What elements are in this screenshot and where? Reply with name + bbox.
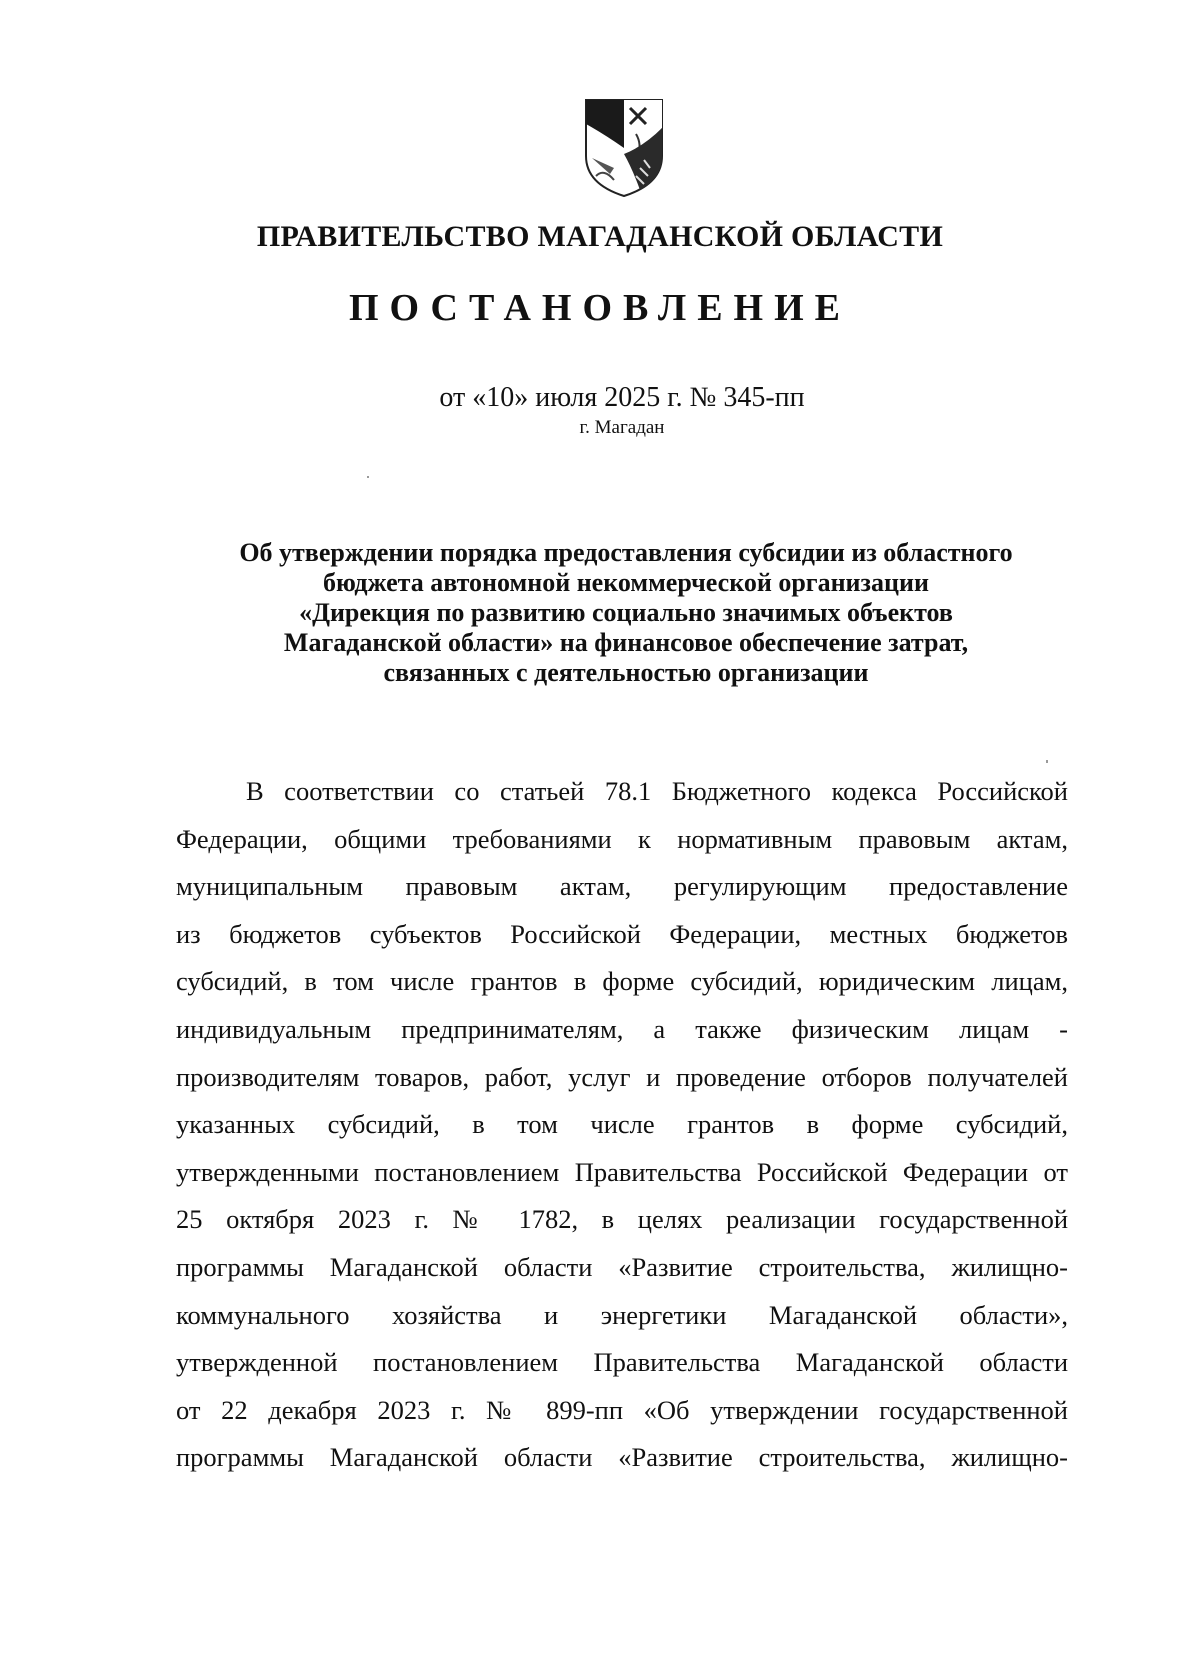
document-title — [196, 538, 1056, 688]
document-type-heading: ПОСТАНОВЛЕНИЕ — [348, 287, 852, 329]
body-line: индивидуальным предпринимателям, а также физическим лицам - — [176, 1013, 1068, 1044]
body-paragraph — [176, 768, 1068, 1482]
body-line: субсидий, в том числе грантов в форме субсидий, юридическим лицам, — [176, 966, 1068, 997]
body-line: от 22 декабря 2023 г. № 899-пп «Об утверждении государственной — [176, 1394, 1068, 1425]
title-line: «Дирекция по развитию социально значимых объектов — [299, 598, 953, 627]
government-heading: ПРАВИТЕЛЬСТВО МАГАДАНСКОЙ ОБЛАСТИ — [256, 220, 944, 253]
body-line: 25 октября 2023 г. № 1782, в целях реализации государственной — [176, 1204, 1068, 1235]
scan-speck — [367, 476, 369, 478]
body-line: указанных субсидий, в том числе грантов в форме субсидий, — [176, 1109, 1068, 1140]
body-line: Федерации, общими требованиями к нормативным правовым актам, — [176, 823, 1068, 854]
body-line: производителям товаров, работ, услуг и проведение отборов получателей — [176, 1061, 1068, 1092]
magadan-coat-of-arms-icon — [584, 98, 664, 198]
title-line: Магаданской области» на финансовое обеспечение затрат, — [283, 628, 969, 657]
title-line: бюджета автономной некоммерческой организации — [323, 568, 929, 597]
body-line: коммунального хозяйства и энергетики Магаданской области», — [176, 1299, 1068, 1330]
body-line: программы Магаданской области «Развитие строительства, жилищно- — [176, 1442, 1068, 1473]
body-line: из бюджетов субъектов Российской Федерации, местных бюджетов — [176, 918, 1068, 949]
body-line: утвержденной постановлением Правительства Магаданской области — [176, 1347, 1068, 1378]
city-label: г. Магадан — [579, 417, 665, 438]
body-line: утвержденными постановлением Правительства Российской Федерации от — [176, 1156, 1068, 1187]
title-line: Об утверждении порядка предоставления субсидии из областного — [239, 538, 1013, 567]
body-line: В соответствии со статьей 78.1 Бюджетного кодекса Российской — [246, 776, 1068, 806]
title-line: связанных с деятельностью организации — [383, 658, 869, 687]
body-line: программы Магаданской области «Развитие строительства, жилищно- — [176, 1251, 1068, 1282]
scan-speck — [1046, 760, 1048, 763]
date-and-number: от «10» июля 2025 г. № 345-пп — [439, 382, 805, 413]
body-line: муниципальным правовым актам, регулирующим предоставление — [176, 871, 1068, 902]
